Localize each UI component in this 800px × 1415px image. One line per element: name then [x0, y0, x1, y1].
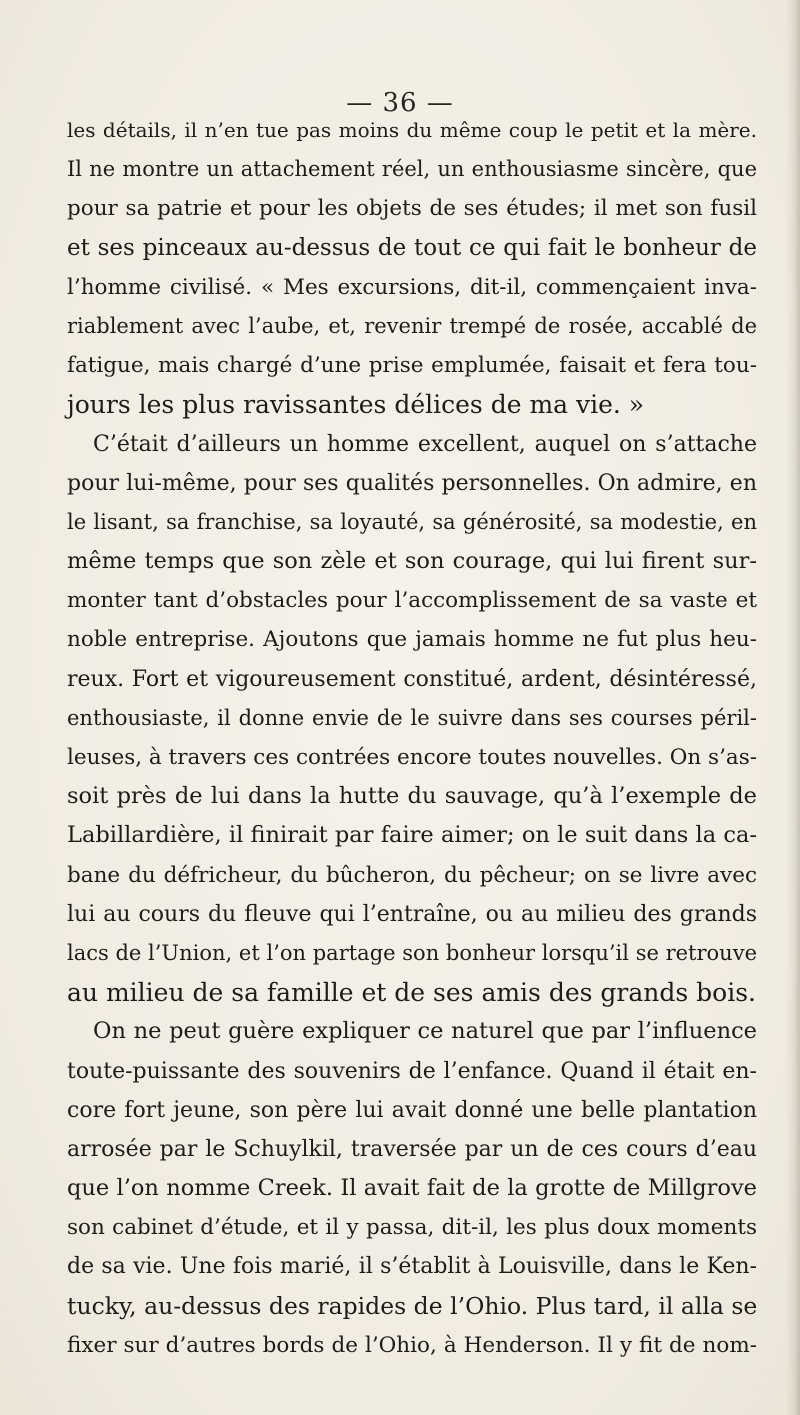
- text-line: même temps que son zèle et son courage, qui lui firent sur-: [67, 548, 757, 575]
- text-line: au milieu de sa famille et de ses amis des grands bois.: [67, 978, 756, 1008]
- text-line: et ses pinceaux au-dessus de tout ce qui fait le bonheur de: [67, 234, 757, 261]
- text-line: lui au cours du fleuve qui l’entraîne, ou au milieu des grands: [67, 901, 757, 927]
- text-line: On ne peut guère expliquer ce naturel que par l’influence: [93, 1018, 757, 1045]
- text-line: bane du défricheur, du bûcheron, du pêcheur; on se livre avec: [67, 862, 757, 888]
- paragraph: [67, 1012, 757, 1365]
- text-line: fatigue, mais chargé d’une prise emplumée, faisait et fera tou-: [67, 353, 757, 379]
- body-text: [67, 111, 757, 1365]
- text-line: toute-puissante des souvenirs de l’enfance. Quand il était en-: [67, 1058, 757, 1084]
- text-line: le lisant, sa franchise, sa loyauté, sa générosité, sa modestie, en: [67, 509, 757, 534]
- text-line: de sa vie. Une fois marié, il s’établit à Louisville, dans le Ken-: [67, 1254, 757, 1280]
- text-line: arrosée par le Schuylkil, traversée par un de ces cours d’eau: [67, 1136, 757, 1162]
- paragraph: [67, 425, 757, 1013]
- text-line: Labillardière, il finirait par faire aimer; on le suit dans la ca-: [67, 822, 757, 849]
- text-line: enthousiaste, il donne envie de le suivre dans ses courses péril-: [67, 705, 757, 730]
- text-line: reux. Fort et vigoureusement constitué, ardent, désintéressé,: [67, 666, 757, 692]
- text-line: noble entreprise. Ajoutons que jamais homme ne fut plus heu-: [67, 627, 757, 653]
- paragraph: [67, 111, 757, 425]
- text-line: l’homme civilisé. « Mes excursions, dit-il, commençaient inva-: [67, 274, 757, 300]
- text-line: jours les plus ravissantes délices de ma vie. »: [67, 390, 645, 420]
- text-line: Il ne montre un attachement réel, un enthousiasme sincère, que: [67, 157, 757, 182]
- text-line: pour sa patrie et pour les objets de ses études; il met son fusil: [67, 196, 757, 222]
- text-line: que l’on nomme Creek. Il avait fait de la grotte de Millgrove: [67, 1175, 757, 1202]
- text-line: pour lui-même, pour ses qualités personnelles. On admire, en: [67, 470, 757, 496]
- text-line: les détails, il n’en tue pas moins du même coup le petit et la mère.: [67, 118, 757, 142]
- text-line: soit près de lui dans la hutte du sauvage, qu’à l’exemple de: [67, 783, 757, 810]
- text-line: lacs de l’Union, et l’on partage son bonheur lorsqu’il se retrouve: [67, 940, 757, 965]
- text-line: leuses, à travers ces contrées encore toutes nouvelles. On s’as-: [67, 745, 758, 770]
- text-line: monter tant d’obstacles pour l’accomplissement de sa vaste et: [67, 588, 757, 614]
- text-line: fixer sur d’autres bords de l’Ohio, à Henderson. Il y fit de nom-: [67, 1332, 757, 1358]
- text-line: tucky, au-dessus des rapides de l’Ohio. Plus tard, il alla se: [67, 1291, 758, 1320]
- text-line: riablement avec l’aube, et, revenir trempé de rosée, accablé de: [67, 313, 757, 338]
- text-line: C’était d’ailleurs un homme excellent, auquel on s’attache: [93, 431, 757, 457]
- page-number: — 36 —: [346, 88, 454, 118]
- page-edge-shadow: [786, 0, 800, 1415]
- text-line: son cabinet d’étude, et il y passa, dit-il, les plus doux moments: [67, 1215, 757, 1241]
- text-line: core fort jeune, son père lui avait donné une belle plantation: [67, 1097, 757, 1123]
